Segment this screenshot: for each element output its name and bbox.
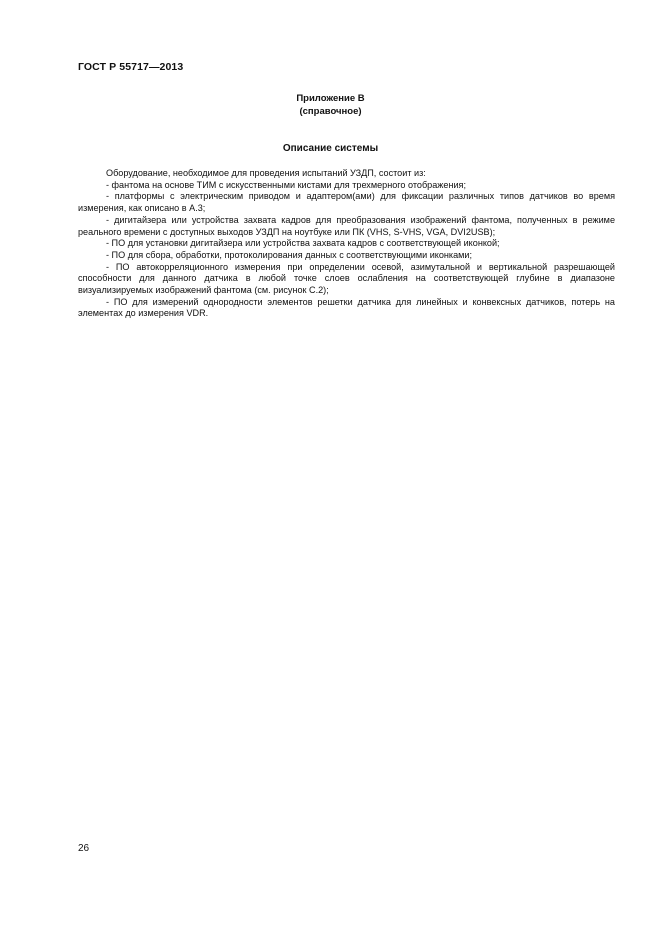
section-title: Описание системы (282, 143, 379, 154)
appendix-subtitle: (справочное) (299, 106, 362, 117)
appendix-title: Приложение В (296, 93, 365, 104)
list-item-digitizer: - дигитайзера или устройства захвата кадров для преобразования изображений фантома, полученных в режиме реального времени с доступных выходов УЗДП на ноутбуке или ПК (VHS, S-VHS, VGA, DVI2USB); (78, 214, 615, 237)
paragraph-intro: Оборудование, необходимое для проведения испытаний УЗДП, состоит из: (106, 168, 426, 178)
list-item-uniformity-software: - ПО для измерений однородности элементов решетки датчика для линейных и конвексных датчиков, потерь на элементах до измерения VDR. (78, 296, 615, 319)
body-text (78, 168, 615, 320)
list-item-autocorrelation-software: - ПО автокорреляционного измерения при определении осевой, азимутальной и вертикальной разрешающей способности для данного датчика в любой точке слоев ослабления на соответствующей глубине в диапазоне визуализируемых изображений фантома (см. рисунок С.2); (78, 261, 615, 296)
list-item-digitizer-software: - ПО для установки дигитайзера или устройства захвата кадров с соответствующей иконкой; (106, 238, 500, 249)
list-item-data-software: - ПО для сбора, обработки, протоколирования данных с соответствующими иконками; (106, 249, 473, 260)
appendix-heading (0, 92, 661, 118)
list-item-phantom: - фантома на основе ТИМ с искусственными кистами для трехмерного отображения; (106, 179, 466, 190)
list-item-platform: - платформы с электрическим приводом и адаптером(ами) для фиксации различных типов датчиков во время измерения, как описано в А.3; (78, 191, 615, 214)
document-standard-header: ГОСТ Р 55717—2013 (78, 61, 184, 73)
page-number: 26 (78, 843, 90, 854)
